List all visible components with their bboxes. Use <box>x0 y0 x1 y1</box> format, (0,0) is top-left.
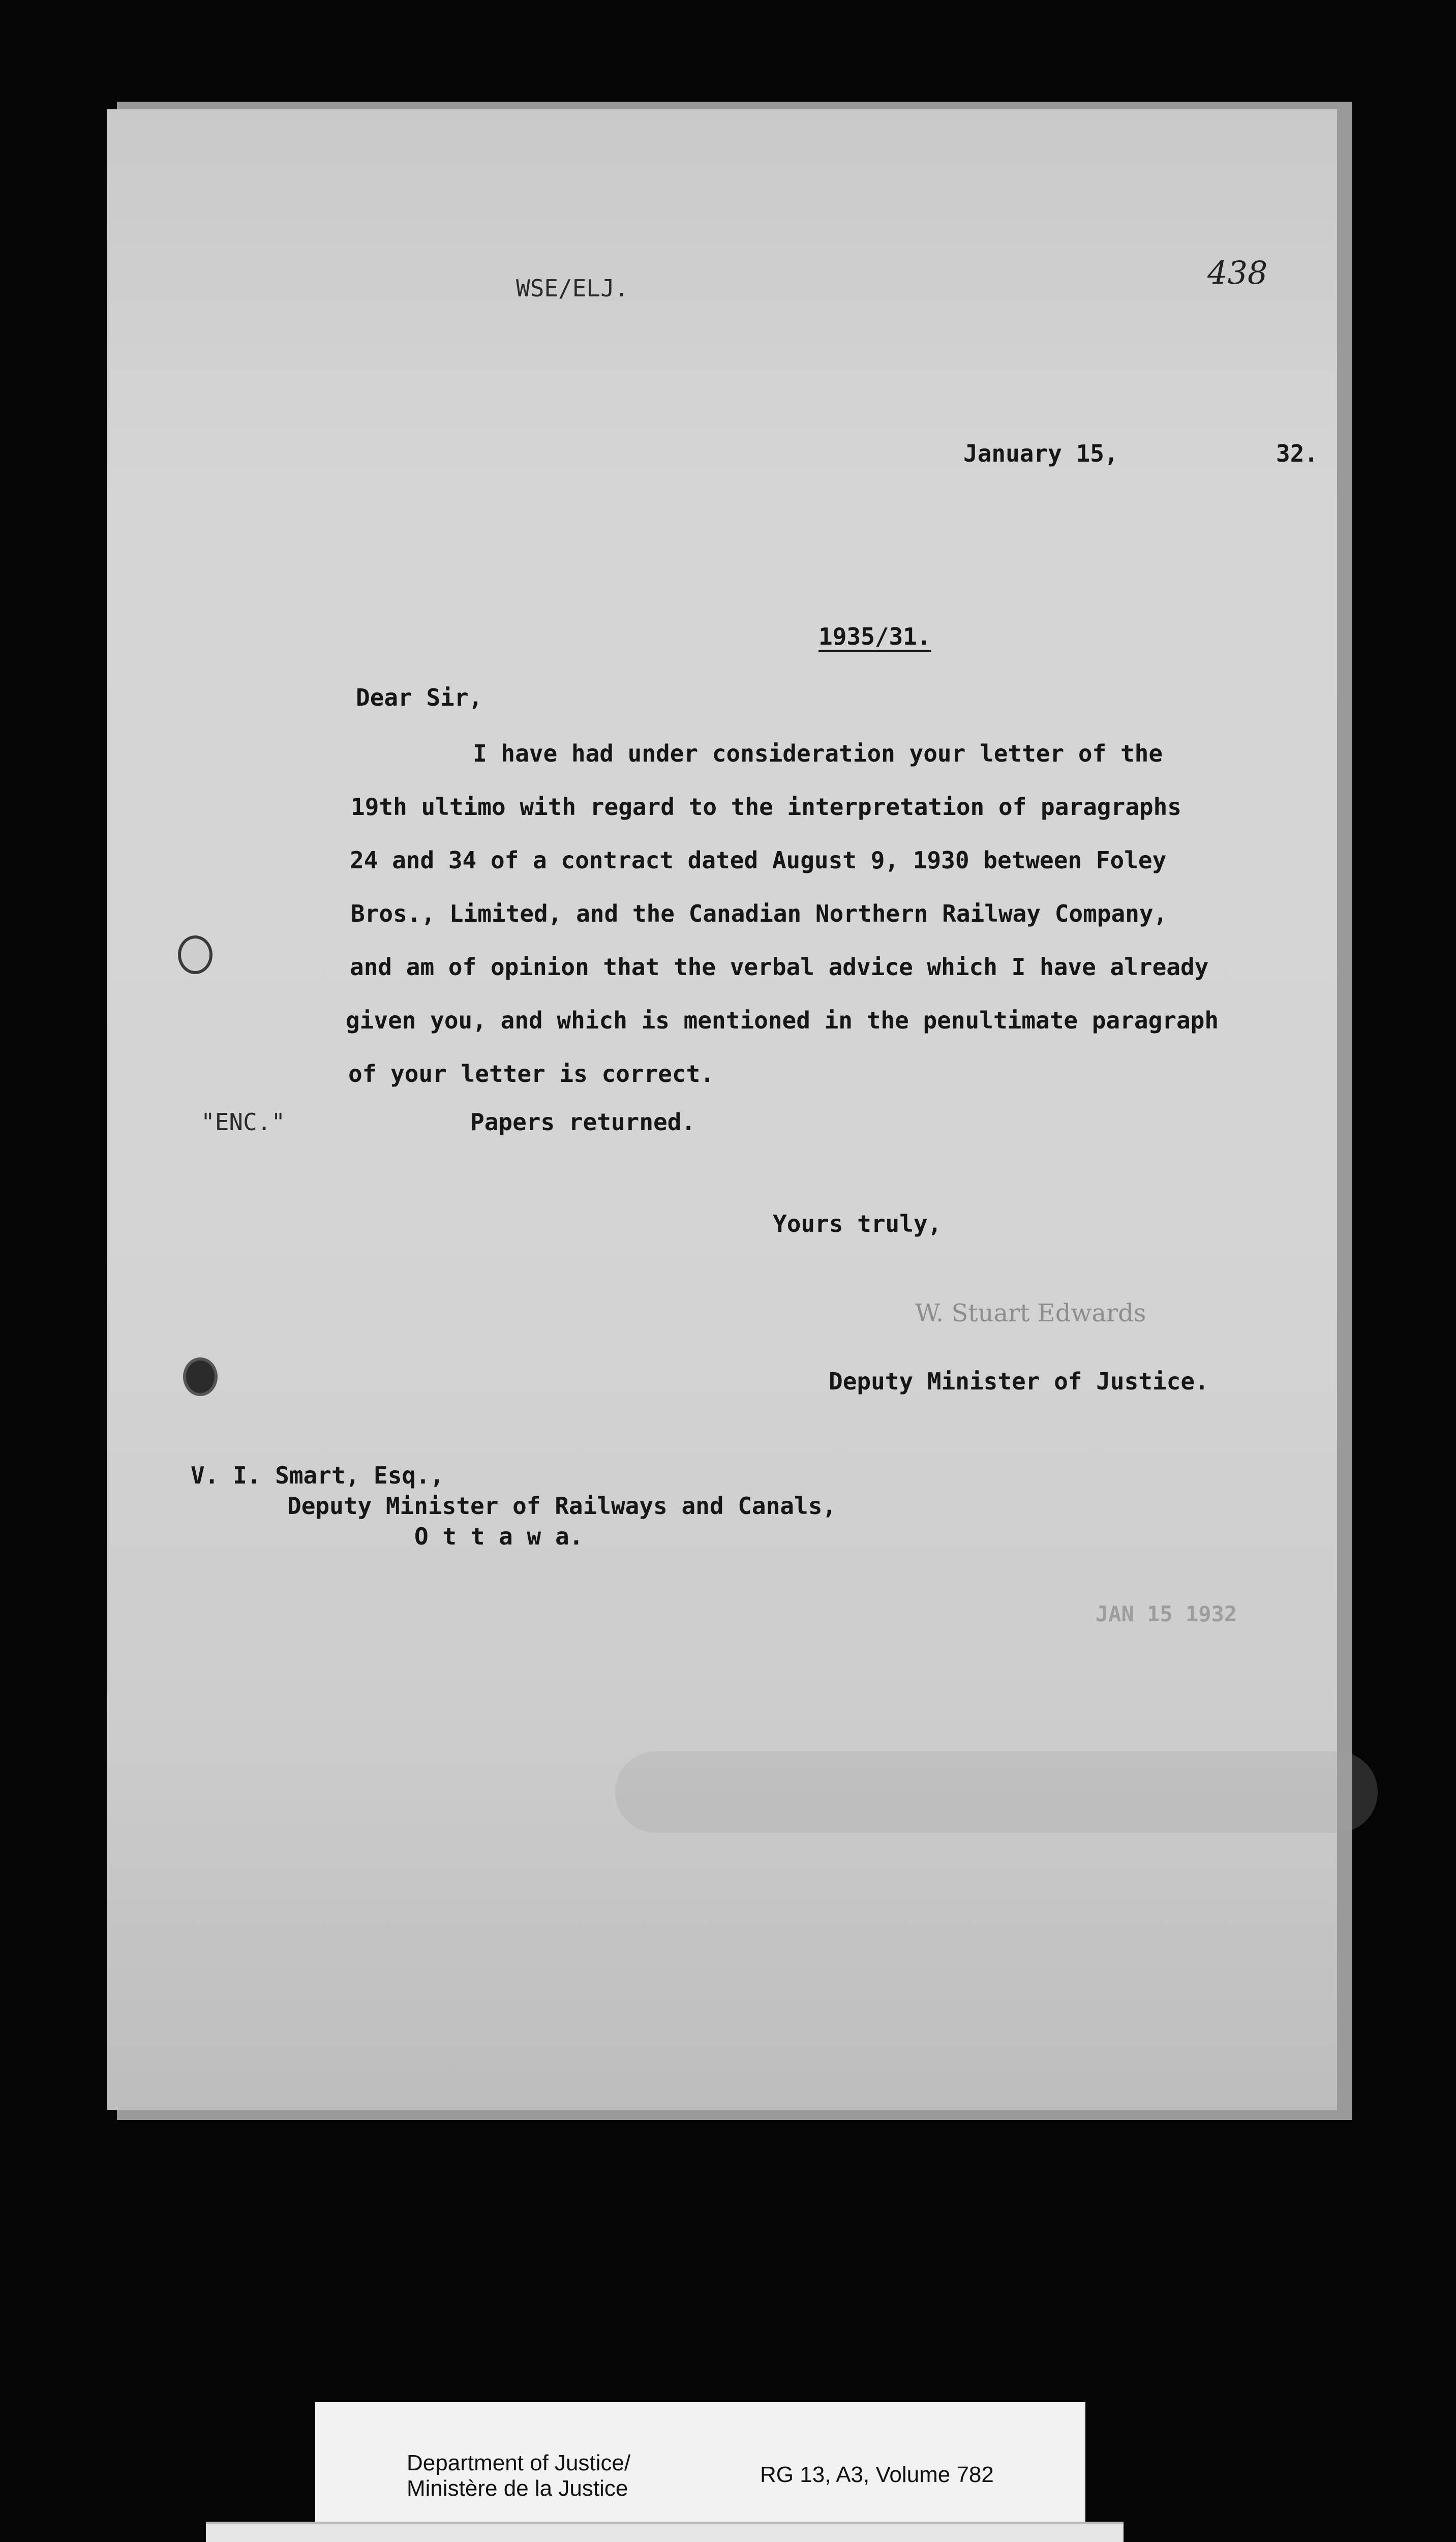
archive-reference: RG 13, A3, Volume 782 <box>760 2462 994 2487</box>
letter-date: January 15, <box>963 440 1118 467</box>
body-line: 24 and 34 of a contract dated August 9, 1930 between Foley <box>350 846 1167 874</box>
archive-institution-label <box>206 2522 1124 2542</box>
enclosure-mark: "ENC." <box>201 1108 286 1136</box>
file-reference: 1935/31. <box>818 623 931 650</box>
recipient-city: O t t a w a. <box>414 1523 584 1550</box>
body-line: 19th ultimo with regard to the interpretation of paragraphs <box>351 793 1181 821</box>
enclosure-note: Papers returned. <box>470 1108 696 1136</box>
signer-title: Deputy Minister of Justice. <box>829 1368 1209 1395</box>
received-stamp-date: JAN 15 1932 <box>1096 1601 1237 1626</box>
body-line: given you, and which is mentioned in the penultimate paragraph <box>346 1007 1219 1034</box>
letter-page <box>107 109 1337 2110</box>
body-line: I have had under consideration your letter of the <box>473 740 1163 767</box>
archive-reference-label <box>315 2402 1085 2542</box>
body-line: and am of opinion that the verbal advice which I have already <box>350 953 1209 981</box>
file-number-handwritten: 438 <box>1207 254 1268 291</box>
recipient-title: Deputy Minister of Railways and Canals, <box>287 1492 837 1520</box>
punch-hole <box>183 1357 218 1396</box>
letter-year: 32. <box>1276 440 1319 467</box>
department-en: Department of Justice/ <box>407 2450 631 2475</box>
recipient-name: V. I. Smart, Esq., <box>191 1462 444 1489</box>
department-fr: Ministère de la Justice <box>407 2476 628 2501</box>
closing: Yours truly, <box>773 1210 942 1237</box>
punch-hole <box>178 935 213 974</box>
signature: W. Stuart Edwards <box>915 1299 1146 1327</box>
salutation: Dear Sir, <box>356 684 483 711</box>
body-line: Bros., Limited, and the Canadian Northern Railway Company, <box>351 900 1168 927</box>
bleed-through-stamp <box>615 1751 1378 1833</box>
initials: WSE/ELJ. <box>516 275 629 302</box>
body-line: of your letter is correct. <box>348 1060 715 1087</box>
